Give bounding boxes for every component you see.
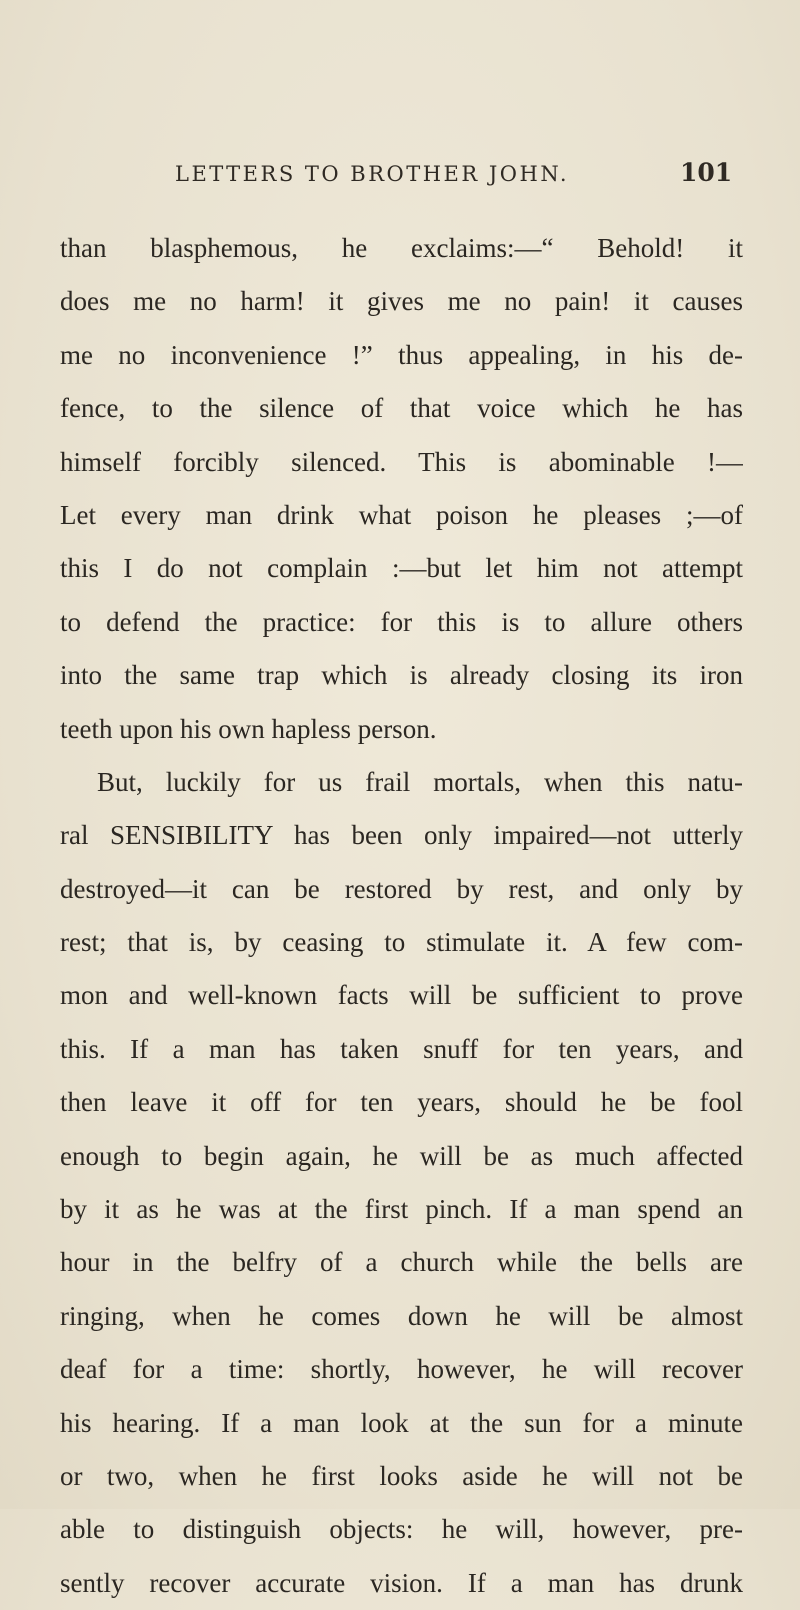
text-line: Let every man drink what poison he pleases ;—of — [60, 499, 743, 530]
text-line: deaf for a time: shortly, however, he will recover — [60, 1354, 743, 1385]
page-number: 101 — [680, 158, 733, 187]
running-head-title: LETTERS TO BROTHER JOHN. — [175, 162, 570, 186]
text-line: to defend the practice: for this is to allure others — [60, 606, 743, 637]
text-line: himself forcibly silenced. This is abominable !— — [60, 446, 743, 477]
text-line: then leave it off for ten years, should he be fool — [60, 1087, 743, 1118]
text-line: his hearing. If a man look at the sun for a minute — [60, 1407, 743, 1438]
text-line: does me no harm! it gives me no pain! it causes — [60, 286, 743, 317]
text-line: fence, to the silence of that voice which he has — [60, 393, 743, 424]
text-line: into the same trap which is already closing its iron — [60, 660, 743, 691]
body-text — [60, 222, 743, 1610]
text-line: hour in the belfry of a church while the bells are — [60, 1247, 743, 1278]
paragraph-start-line: But, luckily for us frail mortals, when this natu- — [97, 766, 743, 797]
text-line: or two, when he first looks aside he will not be — [60, 1460, 743, 1491]
text-line: rest; that is, by ceasing to stimulate it. A few com- — [60, 927, 743, 958]
text-line: ringing, when he comes down he will be almost — [60, 1300, 743, 1331]
text-line: sently recover accurate vision. If a man has drunk — [60, 1567, 743, 1598]
text-line: destroyed—it can be restored by rest, and only by — [60, 873, 743, 904]
text-line: this I do not complain :—but let him not attempt — [60, 553, 743, 584]
text-line: by it as he was at the first pinch. If a man spend an — [60, 1194, 743, 1225]
text-line: mon and well-known facts will be sufficient to prove — [60, 980, 743, 1011]
text-line: able to distinguish objects: he will, however, pre- — [60, 1514, 743, 1545]
text-line: this. If a man has taken snuff for ten years, and — [60, 1033, 743, 1064]
text-line: ral SENSIBILITY has been only impaired—not utterly — [60, 820, 743, 851]
paragraph-end-line: teeth upon his own hapless person. — [60, 713, 437, 744]
text-line: enough to begin again, he will be as much affected — [60, 1140, 743, 1171]
text-line: me no inconvenience !” thus appealing, in his de- — [60, 339, 743, 370]
running-head — [0, 158, 800, 202]
text-line: than blasphemous, he exclaims:—“ Behold! it — [60, 233, 743, 263]
